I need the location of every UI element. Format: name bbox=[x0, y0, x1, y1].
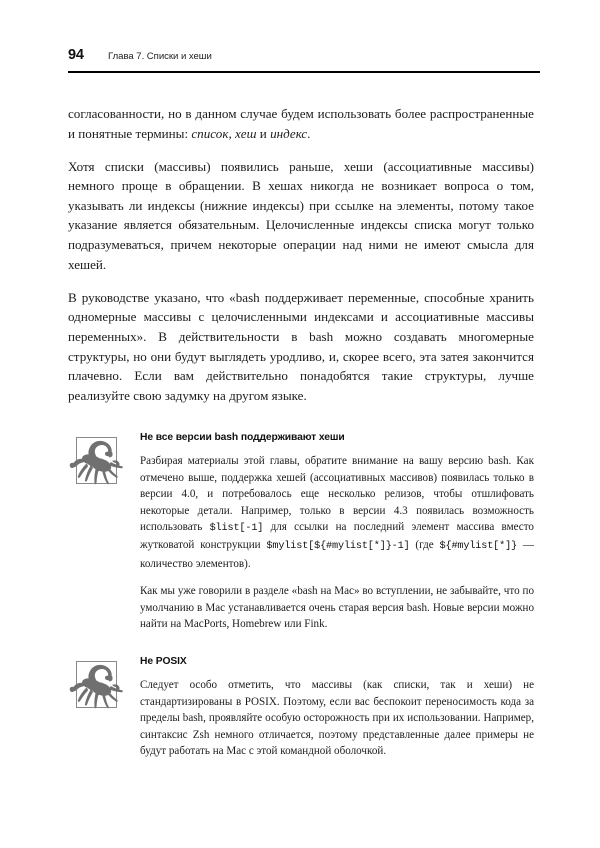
note-text-part-1: Разбирая материалы этой главы, обратите внимание на вашу версию bash. Как отмечено выше, поддержка хешей (ассоциативных массивов) появилась только в версии 4.0, и потребовалось еще несколько релизов, чтобы отшлифовать некоторые детали. Например, только в версии 4.3 появилась возможность использовать bbox=[140, 455, 534, 533]
note-paragraph-2: Как мы уже говорили в разделе «bash на Mac» во вступлении, не забывайте, что по умолчанию в Mac устанавливается очень старая версия bash. Новые версии можно найти на MacPorts, Homebrew или Fink. bbox=[140, 585, 534, 630]
note-text-part-2: для ссылки на последний элемент массива вместо жутковатой конструкции bbox=[140, 520, 534, 552]
note-paragraph-1 bbox=[140, 453, 534, 572]
scorpion-warning-icon bbox=[68, 434, 132, 496]
warning-note-not-posix bbox=[68, 656, 534, 759]
paragraph-1-tail: . bbox=[307, 125, 311, 141]
code-list-last-index: $list[-1] bbox=[209, 522, 264, 534]
running-head bbox=[68, 47, 540, 63]
term-hesh: хеш bbox=[235, 125, 257, 141]
paragraph-1-lead: согласованности, но в данном случае будем использовать более распространенные и понятные термины: bbox=[68, 106, 534, 141]
paragraph-3: В руководстве указано, что «bash поддерживает переменные, способные хранить одномерные массивы с целочисленными индексами и ассоциативные массивы переменных». В действительности в bash можно создавать многомерные структуры, но они будут выглядеть уродливо, и, скорее всего, эта затея закончится плачевно. Если вам действительно понадобятся такие структуры, лучше реализуйте свою задумку на другом языке. bbox=[68, 289, 534, 403]
paragraph-1-sep-1: , bbox=[228, 125, 235, 141]
note-title: Не POSIX bbox=[140, 656, 187, 668]
term-spisok: список bbox=[191, 125, 229, 141]
code-mylist-expression: $mylist[${#mylist[*]}-1] bbox=[266, 541, 410, 553]
note-text-part-3: (где bbox=[409, 539, 440, 552]
text-column bbox=[68, 104, 534, 759]
term-indeks: индекс bbox=[270, 125, 308, 141]
warning-note-bash-versions bbox=[68, 432, 534, 632]
scorpion-warning-icon bbox=[68, 658, 132, 720]
paragraph-2: Хотя списки (массивы) появились раньше, хеши (ассоциативные массивы) немного проще в обращении. В хешах никогда не возникает вопроса о том, указывать ли индексы (нижние индексы) при ссылке на элементы, потому такое указание является обязательным. Целочисленные индексы списка могут только подразумеваться, причем некоторые операции над ними не имеют смысла для хешей. bbox=[68, 158, 534, 272]
paragraph-1 bbox=[68, 104, 534, 143]
note-paragraph-1: Следует особо отметить, что массивы (как списки, так и хеши) не стандартизированы в POSIX. Поэтому, если вас беспокоит переносимость кода за пределы bash, проявляйте особую осторожность при их использовании. Например, синтаксис Zsh немного отличается, поэтому представленные далее примеры не будут работать на Mac с этой командной оболочкой. bbox=[140, 679, 534, 757]
paragraph-1-sep-2: и bbox=[256, 125, 271, 141]
header-rule bbox=[68, 71, 540, 73]
chapter-title: Глава 7. Списки и хеши bbox=[108, 51, 212, 62]
code-mylist-count: ${#mylist[*]} bbox=[439, 541, 518, 553]
note-title: Не все версии bash поддерживают хеши bbox=[140, 432, 345, 444]
page-number: 94 bbox=[68, 47, 84, 63]
note-text-part-4: — количество элементов). bbox=[140, 539, 534, 570]
